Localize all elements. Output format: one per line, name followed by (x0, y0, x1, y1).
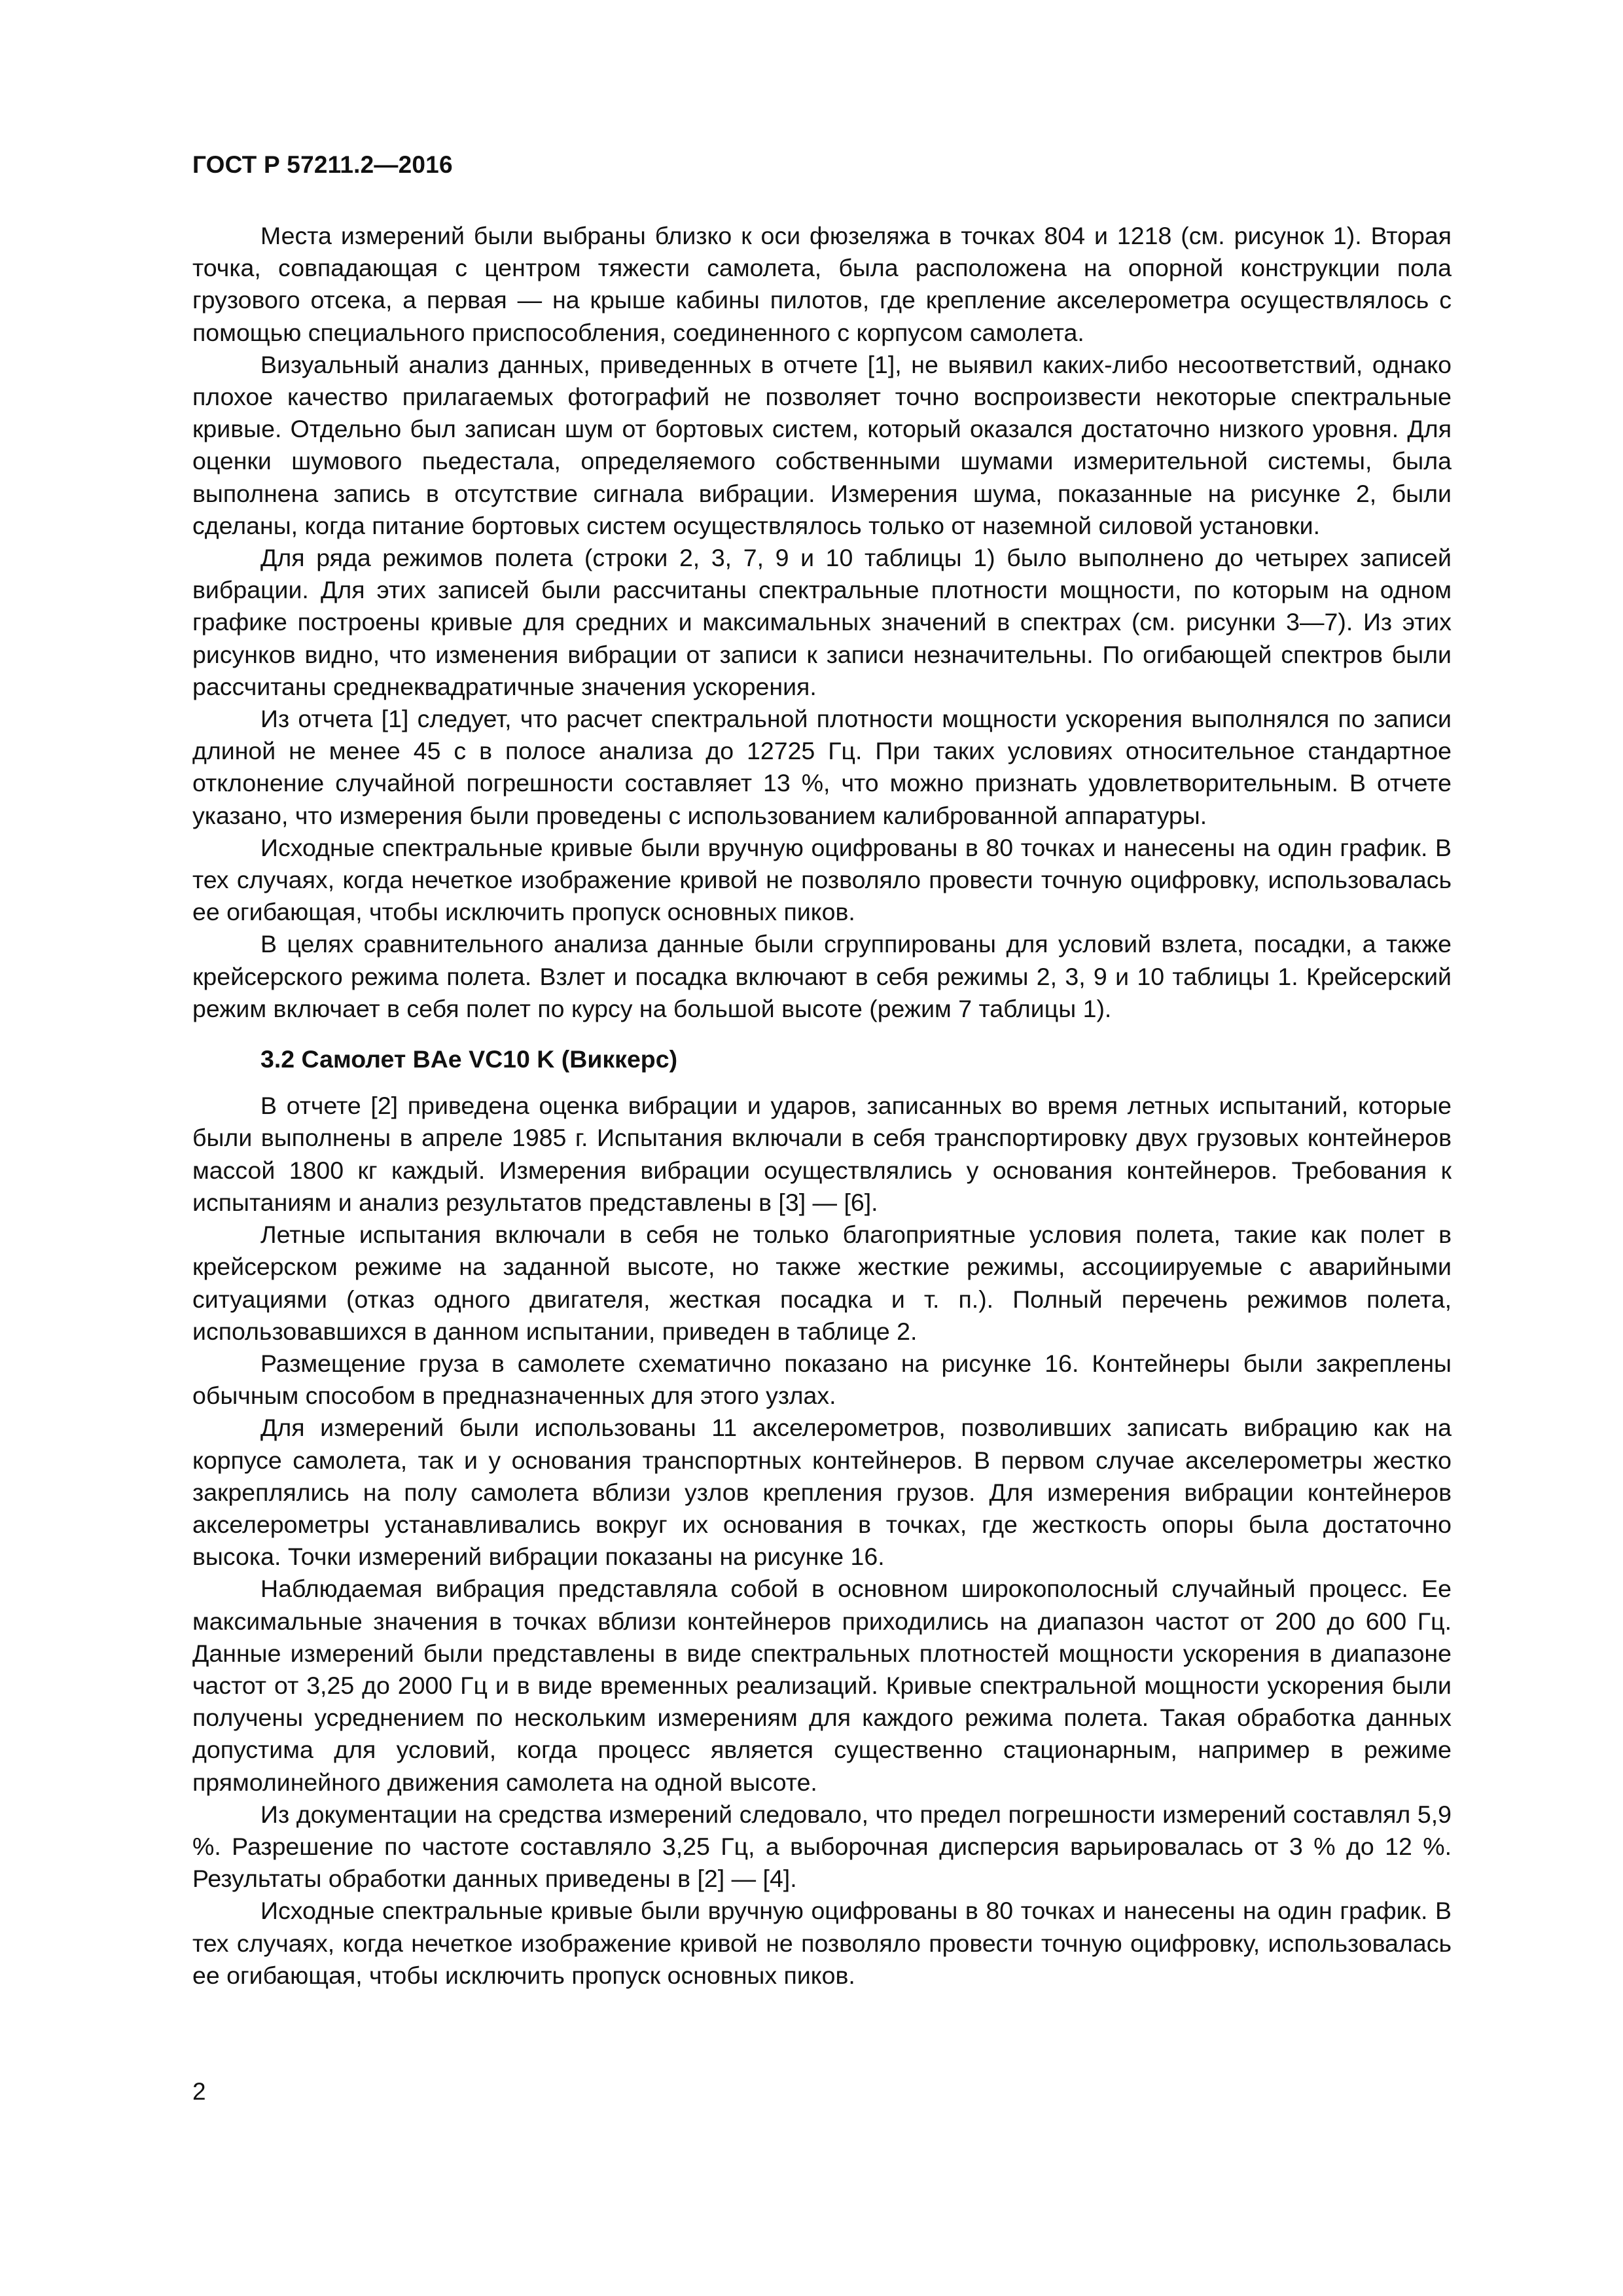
paragraph: Исходные спектральные кривые были вручную оцифрованы в 80 точках и нанесены на один график. В тех случаях, когда нечеткое изображение кривой не позволяло провести точную оцифровку, использовалась ее огибающая, чтобы исключить пропуск основных пиков. (192, 1897, 1452, 1989)
paragraph: Для измерений были использованы 11 акселерометров, позволивших записать вибрацию как на корпусе самолета, так и у основания транспортных контейнеров. В первом случае акселерометры жестко закреплялись на полу самолета вблизи узлов крепления грузов. Для измерения вибрации контейнеров акселерометры устанавливались вокруг их основания в точках, где жесткость опоры была достаточно высока. Точки измерений вибрации показаны на рисунке 16. (192, 1414, 1452, 1571)
page-body (192, 220, 1452, 1992)
paragraph: Наблюдаемая вибрация представляла собой в основном широкополосный случайный процесс. Ее максимальные значения в точках вблизи контейнеров приходились на диапазон частот от 200 до 600 Гц. Данные измерений были представлены в виде спектральных плотностей мощности ускорения в диапазоне частот от 3,25 до 2000 Гц и в виде временных реализаций. Кривые спектральной мощности ускорения были получены усреднением по нескольким измерениям для каждого режима полета. Такая обработка данных допустима для условий, когда процесс является существенно стационарным, например в режиме прямолинейного движения самолета на одной высоте. (192, 1575, 1452, 1796)
document-header: ГОСТ Р 57211.2—2016 (192, 151, 453, 178)
paragraph: Из отчета [1] следует, что расчет спектральной плотности мощности ускорения выполнялся по записи длиной не менее 45 с в полосе анализа до 12725 Гц. При таких условиях относительное стандартное отклонение случайной погрешности составляет 13 %, что можно признать удовлетворительным. В отчете указано, что измерения были проведены с использованием калиброванной аппаратуры. (192, 705, 1452, 829)
paragraph: Визуальный анализ данных, приведенных в отчете [1], не выявил каких-либо несоответствий, однако плохое качество прилагаемых фотографий не позволяет точно воспроизвести некоторые спектральные кривые. Отдельно был записан шум от бортовых систем, который оказался достаточно низкого уровня. Для оценки шумового пьедестала, определяемого собственными шумами измерительной системы, была выполнена запись в отсутствие сигнала вибрации. Измерения шума, показанные на рисунке 2, были сделаны, когда питание бортовых систем осуществлялось только от наземной силовой установки. (192, 350, 1452, 539)
paragraph: Для ряда режимов полета (строки 2, 3, 7, 9 и 10 таблицы 1) было выполнено до четырех записей вибрации. Для этих записей были рассчитаны спектральные плотности мощности, по которым на одном графике построены кривые для средних и максимальных значений в спектрах (см. рисунки 3—7). Из этих рисунков видно, что изменения вибрации от записи к записи незначительны. По огибающей спектров были рассчитаны среднеквадратичные значения ускорения. (192, 544, 1452, 700)
paragraph: Из документации на средства измерений следовало, что предел погрешности измерений составлял 5,9 %. Разрешение по частоте составляло 3,25 Гц, а выборочная дисперсия варьировалась от 3 % до 12 %. Результаты обработки данных приведены в [2] — [4]. (192, 1800, 1452, 1893)
paragraph: Летные испытания включали в себя не только благоприятные условия полета, такие как полет в крейсерском режиме на заданной высоте, но также жесткие режимы, ассоциируемые с аварийными ситуациями (отказ одного двигателя, жесткая посадка и т. п.). Полный перечень режимов полета, использовавшихся в данном испытании, приведен в таблице 2. (192, 1221, 1452, 1345)
paragraph: Размещение груза в самолете схематично показано на рисунке 16. Контейнеры были закреплены обычным способом в предназначенных для этого узлах. (192, 1349, 1452, 1410)
paragraph: В целях сравнительного анализа данные были сгруппированы для условий взлета, посадки, а также крейсерского режима полета. Взлет и посадка включают в себя режимы 2, 3, 9 и 10 таблицы 1. Крейсерский режим включает в себя полет по курсу на большой высоте (режим 7 таблицы 1). (192, 930, 1452, 1022)
paragraph: Исходные спектральные кривые были вручную оцифрованы в 80 точках и нанесены на один график. В тех случаях, когда нечеткое изображение кривой не позволяло провести точную оцифровку, использовалась ее огибающая, чтобы исключить пропуск основных пиков. (192, 833, 1452, 926)
paragraph: Места измерений были выбраны близко к оси фюзеляжа в точках 804 и 1218 (см. рисунок 1). Вторая точка, совпадающая с центром тяжести самолета, была расположена на опорной конструкции пола грузового отсека, а первая — на крыше кабины пилотов, где крепление акселерометра осуществлялось с помощью специального приспособления, соединенного с корпусом самолета. (192, 222, 1452, 346)
paragraph: В отчете [2] приведена оценка вибрации и ударов, записанных во время летных испытаний, которые были выполнены в апреле 1985 г. Испытания включали в себя транспортировку двух грузовых контейнеров массой 1800 кг каждый. Измерения вибрации осуществлялись у основания контейнеров. Требования к испытаниям и анализ результатов представлены в [3] — [6]. (192, 1092, 1452, 1216)
section-heading: 3.2 Самолет BAe VC10 K (Виккерс) (260, 1045, 678, 1073)
page-number: 2 (192, 2078, 206, 2105)
